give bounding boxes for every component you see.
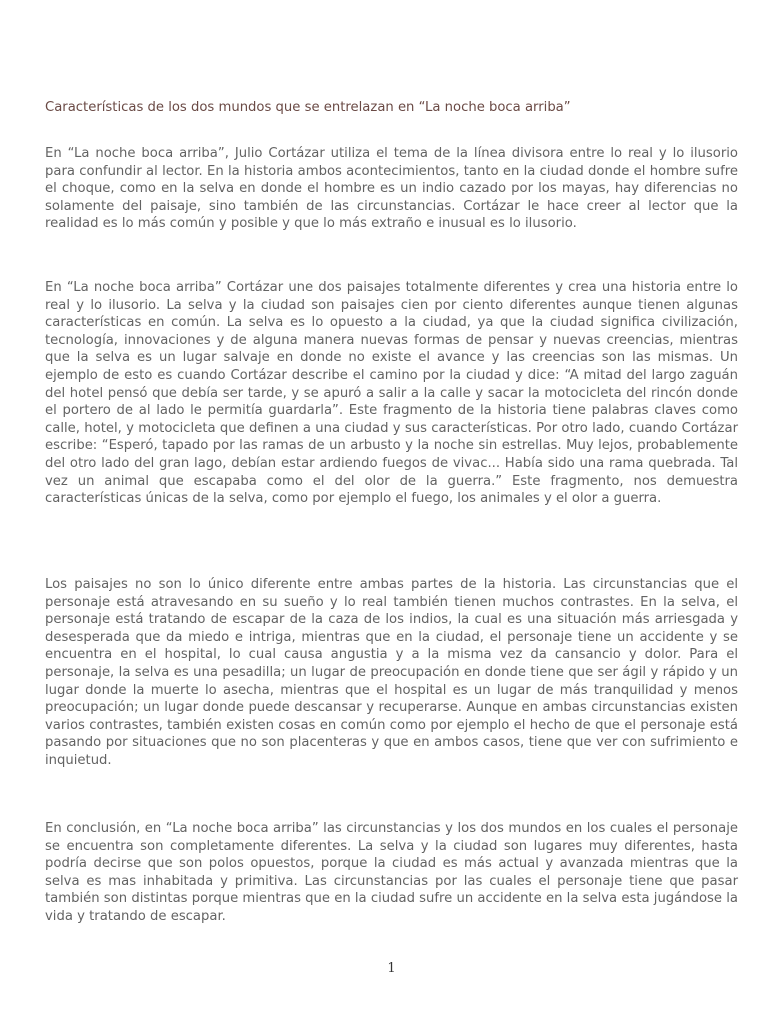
page-number: 1 (387, 961, 396, 976)
paragraph-circumstances: Los paisajes no son lo único diferente entre ambas partes de la historia. Las circunstancias que el personaje está atravesando en su sueño y lo real también tienen muchos contrastes. En la selva, el personaje está tratando de escapar de la caza de los indios, la cual es una situación más arriesgada y desesperada que da miedo e intriga, mientras que en la ciudad, el personaje tiene un accidente y se encuentra en el hospital, lo cual causa angustia y a la misma vez da cansancio y dolor. Para el personaje, la selva es una pesadilla; un lugar de preocupación en donde tiene que ser ágil y rápido y un lugar donde la muerte lo asecha, mientras que el hospital es un lugar de más tranquilidad y menos preocupación; un lugar donde puede descansar y recuperarse. Aunque en ambas circunstancias existen varios contrastes, también existen cosas en común como por ejemplo el hecho de que el personaje está pasando por situaciones que no son placenteras y que en ambos casos, tiene que ver con sufrimiento e inquietud. (45, 577, 738, 768)
document-page (45, 0, 738, 1024)
paragraph-landscapes: En “La noche boca arriba” Cortázar une dos paisajes totalmente diferentes y crea una historia entre lo real y lo ilusorio. La selva y la ciudad son paisajes cien por ciento diferentes aunque tienen algunas características en común. La selva es lo opuesto a la ciudad, ya que la ciudad significa civilización, tecnología, innovaciones y de alguna manera nuevas formas de pensar y nuevas creencias, mientras que la selva es un lugar salvaje en donde no existe el avance y las creencias son las mismas. Un ejemplo de esto es cuando Cortázar describe el camino por la ciudad y dice: “A mitad del largo zaguán del hotel pensó que debía ser tarde, y se apuró a salir a la calle y sacar la motocicleta del rincón donde el portero de al lado le permitía guardarla”. Este fragmento de la historia tiene palabras claves como calle, hotel, y motocicleta que definen a una ciudad y sus características. Por otro lado, cuando Cortázar escribe: “Esperó, tapado por las ramas de un arbusto y la noche sin estrellas. Muy lejos, probablemente del otro lado del gran lago, debían estar ardiendo fuegos de vivac... Había sido una rama quebrada. Tal vez un animal que escapaba como el del olor de la guerra.” Este fragmento, nos demuestra características únicas de la selva, como por ejemplo el fuego, los animales y el olor a guerra. (45, 280, 738, 507)
paragraph-introduction: En “La noche boca arriba”, Julio Cortázar utiliza el tema de la línea divisora entre lo real y lo ilusorio para confundir al lector. En la historia ambos acontecimientos, tanto en la ciudad donde el hombre sufre el choque, como en la selva en donde el hombre es un indio cazado por los mayas, hay diferencias no solamente del paisaje, sino también de las circunstancias. Cortázar le hace creer al lector que la realidad es lo más común y posible y que lo más extraño e inusual es lo ilusorio. (45, 146, 738, 232)
paragraph-conclusion: En conclusión, en “La noche boca arriba” las circunstancias y los dos mundos en los cuales el personaje se encuentra son completamente diferentes. La selva y la ciudad son lugares muy diferentes, hasta podría decirse que son polos opuestos, porque la ciudad es más actual y avanzada mientras que la selva es mas inhabitada y primitiva. Las circunstancias por las cuales el personaje tiene que pasar también son distintas porque mientras que en la ciudad sufre un accidente en la selva esta jugándose la vida y tratando de escapar. (45, 821, 738, 924)
document-title: Características de los dos mundos que se entrelazan en “La noche boca arriba” (45, 100, 571, 115)
